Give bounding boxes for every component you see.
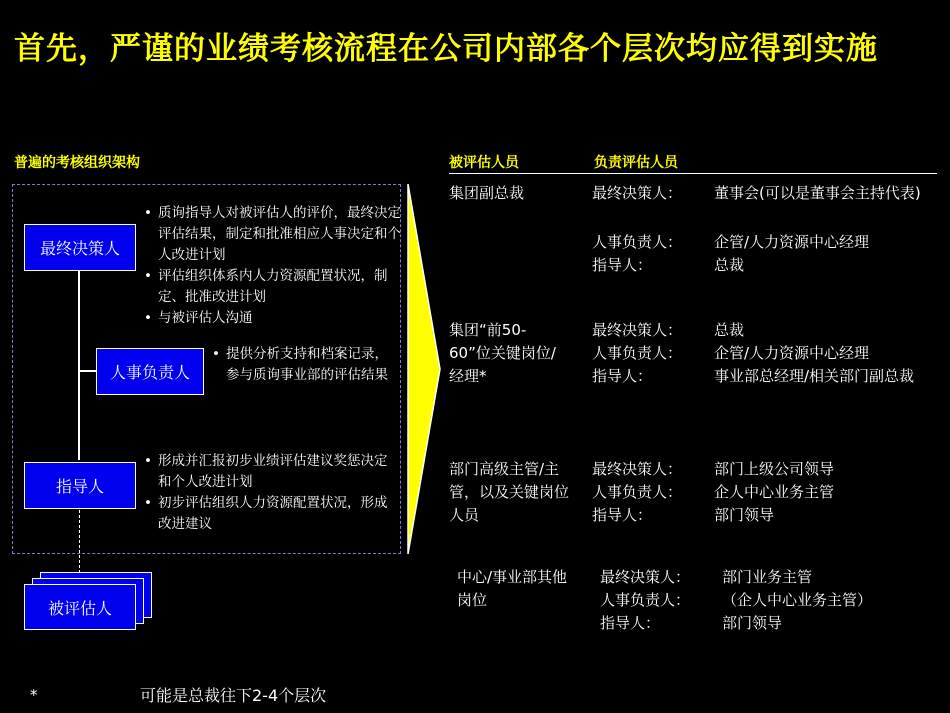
duty-item: • 质询指导人对被评估人的评价，最终决定评估结果，制定和批准相应人事决定和个人改进计划 — [144, 203, 404, 266]
evaluatee-cell: 中心/事业部其他岗位 — [457, 568, 568, 609]
evaluator-row — [600, 612, 932, 635]
connector-dashed-line — [79, 505, 80, 573]
role-label: 最终决策人： — [592, 321, 683, 339]
evaluator-row — [592, 319, 924, 342]
evaluatee-column-header: 被评估人员 — [449, 155, 519, 171]
hr-lead-duties — [212, 344, 394, 386]
header-divider — [449, 173, 937, 174]
hr-lead-box: 人事负责人 — [96, 348, 204, 395]
final-decider-box: 最终决策人 — [24, 224, 136, 271]
org-structure-heading: 普遍的考核组织架构 — [14, 155, 140, 171]
evaluator-row — [592, 365, 924, 388]
footnote-text: 可能是总裁往下2-4个层次 — [140, 686, 327, 705]
evaluatee-box: 被评估人 — [24, 584, 136, 630]
evaluator-column-header: 负责评估人员 — [594, 155, 678, 171]
duty-item: • 与被评估人沟通 — [144, 308, 404, 329]
final-decider-duties — [144, 203, 404, 329]
mentor-duties — [144, 451, 394, 535]
role-label: 指导人： — [592, 256, 653, 274]
evaluatee-cell: 集团“前50-60”位关键岗位/经理* — [449, 321, 556, 385]
evaluator-row — [592, 458, 924, 481]
role-label: 指导人： — [592, 506, 653, 524]
role-person: 部门上级公司领导 — [714, 460, 835, 478]
role-person: 总裁 — [714, 256, 745, 274]
role-label: 最终决策人： — [592, 460, 683, 478]
role-person: 总裁 — [714, 321, 745, 339]
duty-item: • 初步评估组织人力资源配置状况，形成改进建议 — [144, 493, 394, 535]
role-label: 人事负责人： — [600, 591, 691, 609]
duty-item: • 提供分析支持和档案记录，参与质询事业部的评估结果 — [212, 344, 394, 386]
role-person: 董事会(可以是董事会主持代表) — [714, 184, 921, 202]
role-person: 部门业务主管 — [722, 568, 813, 586]
mentor-box: 指导人 — [24, 462, 136, 509]
role-person: （企人中心业务主管） — [722, 591, 873, 609]
evaluatee-cell: 部门高级主管/主管，以及关键岗位人员 — [449, 460, 570, 524]
role-person: 企管/人力资源中心经理 — [714, 344, 870, 362]
role-person: 部门领导 — [714, 506, 775, 524]
evaluator-row — [600, 566, 932, 589]
duty-item: • 评估组织体系内人力资源配置状况，制定、批准改进计划 — [144, 266, 404, 308]
evaluatee-cell: 集团副总裁 — [449, 184, 525, 202]
footnote-marker: * — [30, 686, 38, 704]
role-label: 人事负责人： — [592, 233, 683, 251]
evaluator-row — [600, 589, 932, 612]
evaluator-row — [592, 481, 924, 504]
role-person: 部门领导 — [722, 614, 783, 632]
role-person: 事业部总经理/相关部门副总裁 — [714, 367, 915, 385]
role-person: 企人中心业务主管 — [714, 483, 835, 501]
page-title: 首先，严谨的业绩考核流程在公司内部各个层次均应得到实施 — [14, 31, 878, 67]
role-label: 人事负责人： — [592, 344, 683, 362]
role-label: 指导人： — [600, 614, 661, 632]
duty-item: • 形成并汇报初步业绩评估建议奖惩决定和个人改进计划 — [144, 451, 394, 493]
role-label: 指导人： — [592, 367, 653, 385]
right-arrow-icon — [404, 184, 444, 554]
connector-branch — [78, 370, 98, 372]
evaluator-row — [592, 342, 924, 365]
evaluator-row — [592, 182, 924, 205]
role-label: 最终决策人： — [592, 184, 683, 202]
role-label: 最终决策人： — [600, 568, 691, 586]
connector-line — [78, 270, 80, 460]
role-person: 企管/人力资源中心经理 — [714, 233, 870, 251]
evaluator-row — [592, 254, 924, 277]
role-label: 人事负责人： — [592, 483, 683, 501]
evaluator-row — [592, 504, 924, 527]
evaluator-row — [592, 231, 924, 254]
